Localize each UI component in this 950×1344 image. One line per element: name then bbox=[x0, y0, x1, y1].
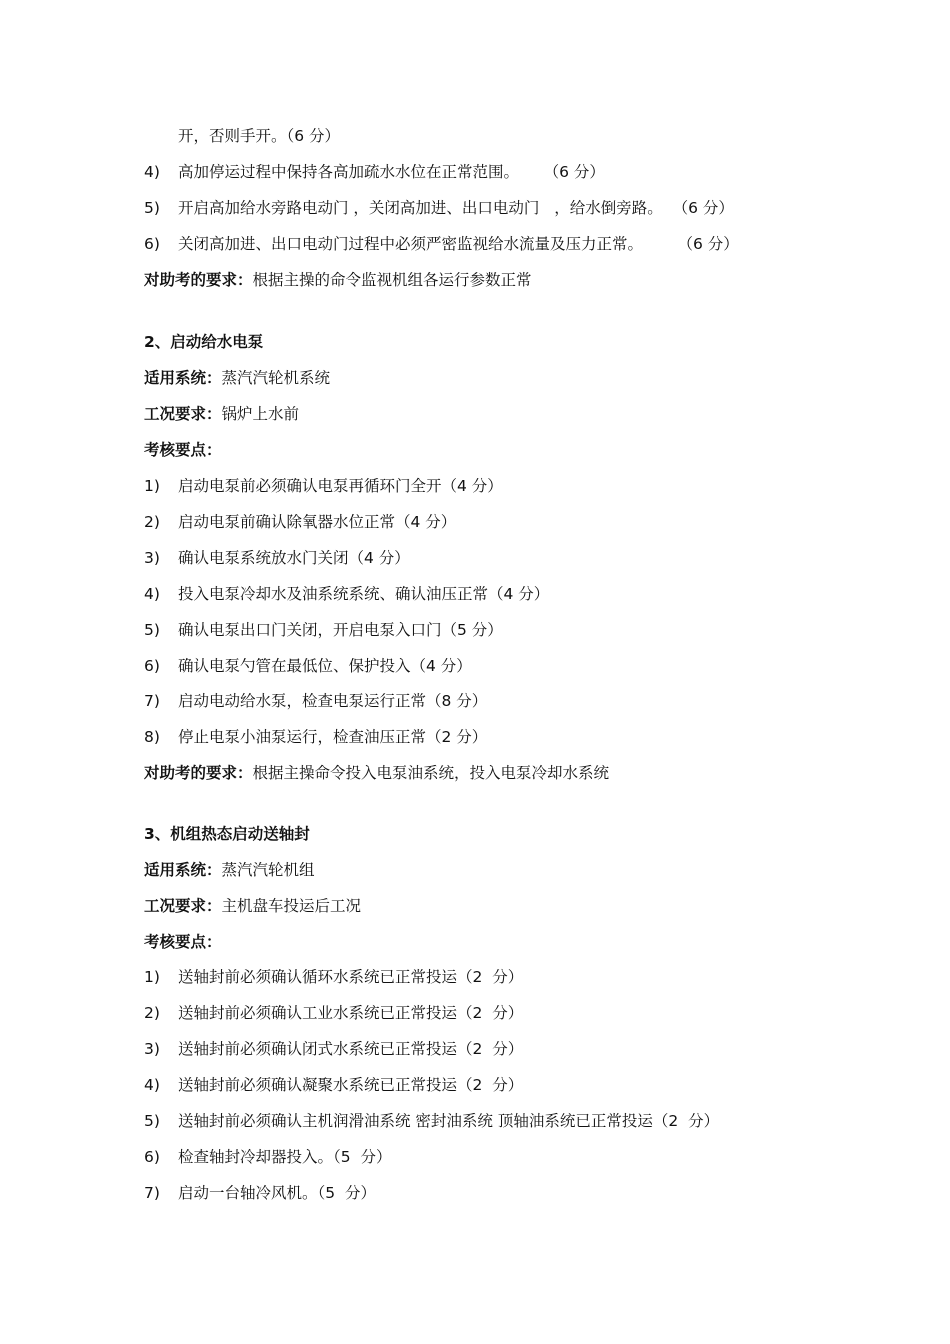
item-number: 6) bbox=[144, 1148, 160, 1166]
item-number: 3) bbox=[144, 1040, 160, 1058]
item-number: 1) bbox=[144, 968, 160, 986]
assist-label: 对助考的要求： bbox=[144, 764, 253, 782]
condition-text: 主机盘车投运后工况 bbox=[221, 897, 362, 915]
list-item: 确认电泵出口门关闭，开启电泵入口门（5 分） bbox=[178, 621, 503, 639]
condition-label: 工况要求： bbox=[144, 405, 222, 423]
section-title: 2、启动给水电泵 bbox=[144, 333, 264, 351]
list-item: 启动电动给水泵，检查电泵运行正常（8 分） bbox=[178, 692, 488, 710]
assist-text: 根据主操命令投入电泵油系统，投入电泵冷却水系统 bbox=[252, 764, 610, 782]
assist-requirement bbox=[144, 270, 532, 290]
list-item: 启动一台轴冷风机。（5 分） bbox=[178, 1184, 376, 1202]
condition-label: 工况要求： bbox=[144, 897, 222, 915]
list-item: 送轴封前必须确认凝聚水系统已正常投运（2 分） bbox=[178, 1076, 524, 1094]
condition-row bbox=[144, 404, 299, 424]
item-number: 5) bbox=[144, 621, 160, 639]
assist-label: 对助考的要求： bbox=[144, 271, 253, 289]
list-item: 送轴封前必须确认主机润滑油系统 密封油系统 顶轴油系统已正常投运（2 分） bbox=[178, 1112, 720, 1130]
points-heading: 考核要点： bbox=[144, 441, 222, 459]
assist-text: 根据主操的命令监视机组各运行参数正常 bbox=[252, 271, 532, 289]
list-item: 送轴封前必须确认循环水系统已正常投运（2 分） bbox=[178, 968, 524, 986]
continued-text: 开，否则手开。（6 分） bbox=[178, 127, 341, 145]
system-row bbox=[144, 860, 315, 880]
assist-requirement bbox=[144, 763, 609, 783]
system-label: 适用系统： bbox=[144, 369, 222, 387]
item-number: 1) bbox=[144, 477, 160, 495]
item-number: 6) bbox=[144, 657, 160, 675]
system-row bbox=[144, 368, 330, 388]
item-number: 6) bbox=[144, 235, 160, 253]
list-item: 高加停运过程中保持各高加疏水水位在正常范围。 （6 分） bbox=[178, 163, 605, 181]
list-item: 确认电泵系统放水门关闭（4 分） bbox=[178, 549, 410, 567]
list-item: 确认电泵勺管在最低位、保护投入（4 分） bbox=[178, 657, 472, 675]
system-label: 适用系统： bbox=[144, 861, 222, 879]
list-item: 开启高加给水旁路电动门 ，关闭高加进、出口电动门 ，给水倒旁路。 （6 分） bbox=[178, 199, 734, 217]
item-number: 4) bbox=[144, 163, 160, 181]
item-number: 4) bbox=[144, 585, 160, 603]
item-number: 5) bbox=[144, 199, 160, 217]
condition-row bbox=[144, 896, 361, 916]
item-number: 2) bbox=[144, 1004, 160, 1022]
item-number: 7) bbox=[144, 692, 160, 710]
item-number: 7) bbox=[144, 1184, 160, 1202]
section-title: 3、机组热态启动送轴封 bbox=[144, 825, 310, 843]
system-text: 蒸汽汽轮机组 bbox=[221, 861, 315, 879]
list-item: 检查轴封冷却器投入。（5 分） bbox=[178, 1148, 392, 1166]
list-item: 投入电泵冷却水及油系统系统、确认油压正常（4 分） bbox=[178, 585, 550, 603]
list-item: 启动电泵前确认除氧器水位正常（4 分） bbox=[178, 513, 457, 531]
item-number: 5) bbox=[144, 1112, 160, 1130]
list-item: 送轴封前必须确认闭式水系统已正常投运（2 分） bbox=[178, 1040, 524, 1058]
list-item: 停止电泵小油泵运行，检查油压正常（2 分） bbox=[178, 728, 488, 746]
points-heading: 考核要点： bbox=[144, 933, 222, 951]
list-item: 启动电泵前必须确认电泵再循环门全开（4 分） bbox=[178, 477, 503, 495]
list-item: 送轴封前必须确认工业水系统已正常投运（2 分） bbox=[178, 1004, 524, 1022]
item-number: 8) bbox=[144, 728, 160, 746]
item-number: 4) bbox=[144, 1076, 160, 1094]
item-number: 2) bbox=[144, 513, 160, 531]
list-item: 关闭高加进、出口电动门过程中必须严密监视给水流量及压力正常。 （6 分） bbox=[178, 235, 739, 253]
system-text: 蒸汽汽轮机系统 bbox=[221, 369, 331, 387]
condition-text: 锅炉上水前 bbox=[221, 405, 300, 423]
item-number: 3) bbox=[144, 549, 160, 567]
